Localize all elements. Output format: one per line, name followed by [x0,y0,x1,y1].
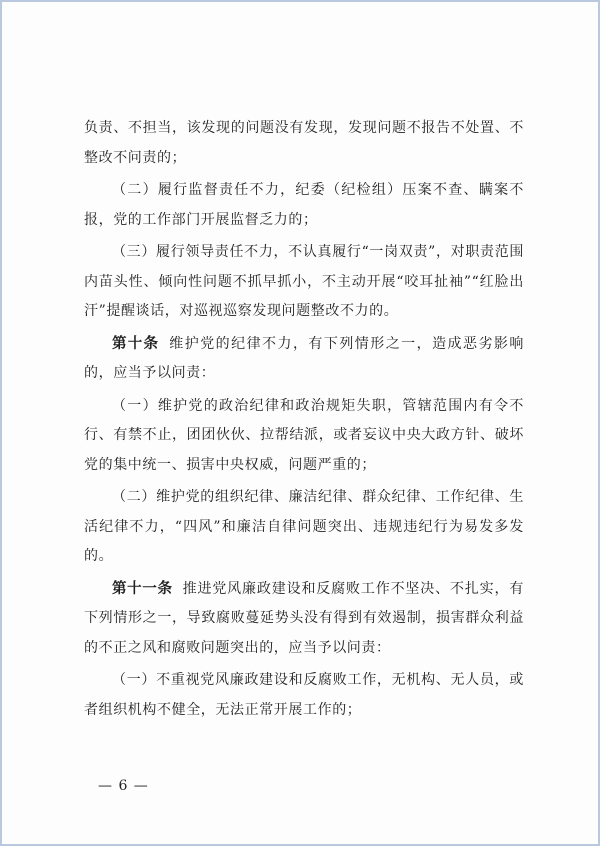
paragraph-item-1b: （一）不重视党风廉政建设和反腐败工作，无机构、无人员，或者组织机构不健全，无法正常开展工作的； [84,672,524,718]
article-11 [84,575,524,664]
article-10-label: 第十条 [112,335,160,352]
article-10 [84,330,524,389]
paragraph-item-2: （二）履行监督责任不力，纪委（纪检组）压案不查、瞒案不报，党的工作部门开展监督乏力的； [84,182,524,228]
document-body [84,114,524,728]
paragraph-item-1: （一）维护党的政治纪律和政治规矩失职，管辖范围内有令不行、有禁不止，团团伙伙、拉帮结派，或者妄议中央大政方针、破坏党的集中统一、损害中央权威，问题严重的； [84,397,524,473]
paragraph-continuation: 负责、不担当，该发现的问题没有发现，发现问题不报告不处置、不整改不问责的； [84,120,524,166]
article-11-text: 推进党风廉政建设和反腐败工作不坚决、不扎实，有下列情形之一，导致腐败蔓延势头没有得到有效遏制，损害群众利益的不正之风和腐败问题突出的，应当予以问责： [84,580,524,656]
page-number: — 6 — [98,778,149,794]
article-11-label: 第十一条 [112,580,173,597]
paragraph-item-2b: （二）维护党的组织纪律、廉洁纪律、群众纪律、工作纪律、生活纪律不力，“四风”和廉洁自律问题突出、违规违纪行为易发多发的。 [84,489,524,564]
paragraph-item-3: （三）履行领导责任不力，不认真履行“一岗双责”，对职责范围内苗头性、倾向性问题不抓早抓小，不主动开展“咬耳扯袖”“红脸出汗”提醒谈话，对巡视巡察发现问题整改不力的。 [84,244,524,319]
article-10-text: 维护党的纪律不力，有下列情形之一，造成恶劣影响的，应当予以问责： [84,335,524,381]
